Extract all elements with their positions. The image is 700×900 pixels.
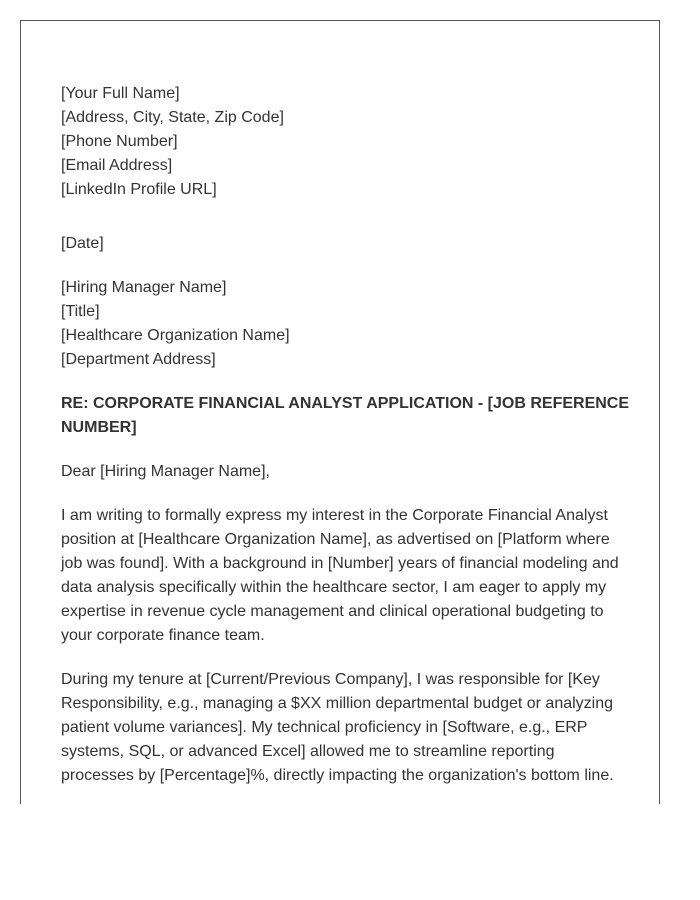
subject-line: RE: CORPORATE FINANCIAL ANALYST APPLICATION - [JOB REFERENCE NUMBER] bbox=[61, 395, 630, 436]
recipient-organization: [Healthcare Organization Name] bbox=[61, 327, 290, 344]
sender-block bbox=[61, 82, 631, 202]
sender-phone: [Phone Number] bbox=[61, 133, 178, 150]
sender-address: [Address, City, State, Zip Code] bbox=[61, 109, 284, 126]
recipient-name: [Hiring Manager Name] bbox=[61, 279, 227, 296]
date-block bbox=[61, 232, 631, 256]
body-paragraph-2: During my tenure at [Current/Previous Company], I was responsible for [Key Responsibility, e.g., managing a $XX million departmental budget or analyzing patient volume variances]. My technical proficiency in [Software, e.g., ERP systems, SQL, or advanced Excel] allowed me to streamline reporting processes by [Percentage]%, directly impacting the organization's bottom line. bbox=[61, 671, 614, 784]
letter-date: [Date] bbox=[61, 235, 104, 252]
sender-name: [Your Full Name] bbox=[61, 85, 180, 102]
body-paragraph-1: I am writing to formally express my interest in the Corporate Financial Analyst position at [Healthcare Organization Name], as advertised on [Platform where job was found]. With a background in [Number] years of financial modeling and data analysis specifically within the healthcare sector, I am eager to apply my expertise in revenue cycle management and clinical operational budgeting to your corporate finance team. bbox=[61, 507, 619, 644]
recipient-block bbox=[61, 276, 631, 372]
recipient-title: [Title] bbox=[61, 303, 100, 320]
recipient-address: [Department Address] bbox=[61, 351, 216, 368]
sender-linkedin: [LinkedIn Profile URL] bbox=[61, 181, 217, 198]
letter-page bbox=[20, 20, 660, 804]
salutation: Dear [Hiring Manager Name], bbox=[61, 463, 270, 480]
sender-email: [Email Address] bbox=[61, 157, 173, 174]
letter-content bbox=[61, 82, 631, 788]
